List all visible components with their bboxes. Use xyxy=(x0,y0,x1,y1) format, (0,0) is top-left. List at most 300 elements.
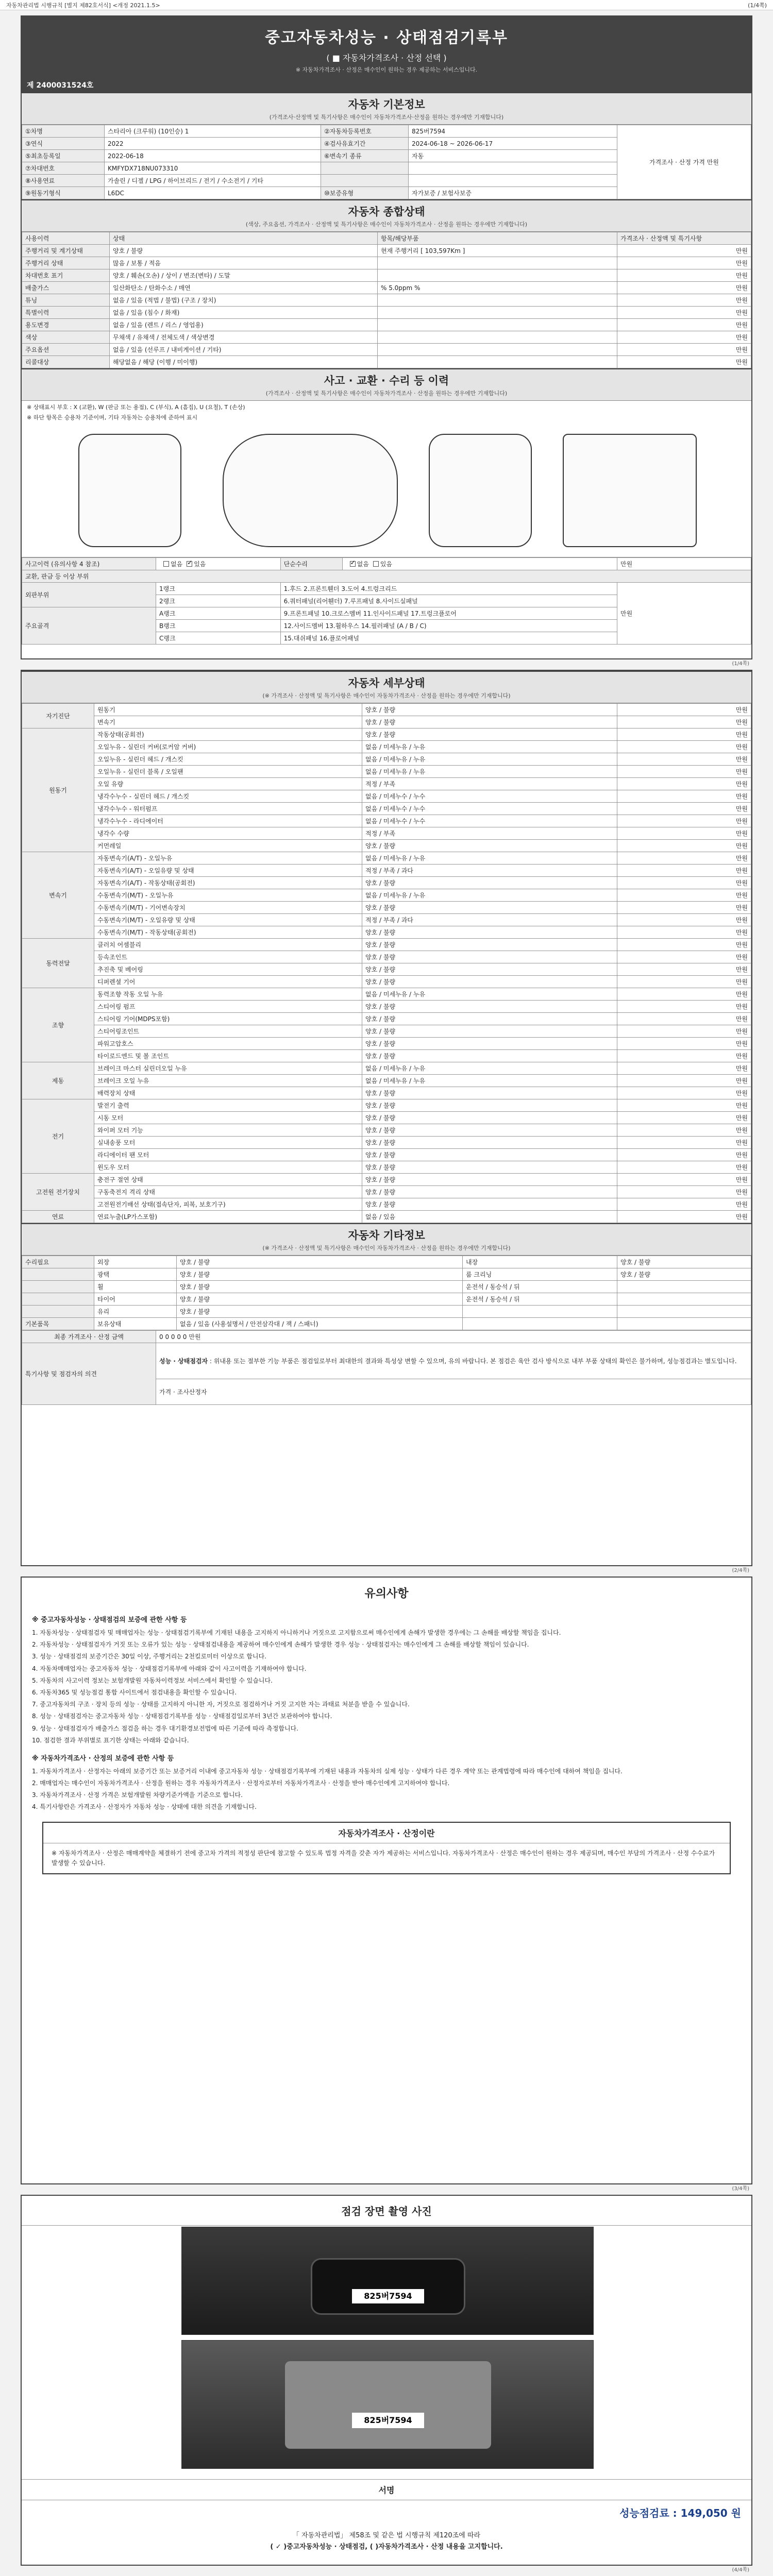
detail-item: 변속기 xyxy=(94,716,362,728)
summary-history: 리콜대상 xyxy=(22,356,110,368)
detail-price: 만원 xyxy=(617,716,751,728)
accident-legend: ※ 상태표시 부호 : X (교환), W (판금 또는 용접), C (부식), A (흠집), U (요철), T (손상) xyxy=(27,404,245,411)
special-inspector: 성능 · 상태점검자 : 위내용 또는 절부한 기능 부품은 점검일로부터 최대한의 결과와 특성상 변할 수 있으며, 유의 바랍니다. 본 점검은 육안 검사 방식으로 내부 부품 상태의 확인은 불가하며, 성능점검과는 별도입니다. xyxy=(156,1343,751,1379)
detail-item: 브레이크 오일 누유 xyxy=(94,1075,362,1087)
detail-state: 양호 / 불량 xyxy=(362,1050,617,1062)
special-appraiser: 가격 · 조사산정자 xyxy=(156,1379,751,1405)
detail-row xyxy=(22,1062,751,1075)
basic-label-2 xyxy=(321,162,409,175)
page-1 xyxy=(21,15,752,667)
notice-title: 유의사항 xyxy=(364,1587,409,1600)
detail-price: 만원 xyxy=(617,926,751,939)
summary-item: 현재 주행거리 [ 103,597Km ] xyxy=(378,245,617,257)
detail-state: 양호 / 불량 xyxy=(362,1161,617,1174)
detail-item: 구동축전지 격리 상태 xyxy=(94,1186,362,1198)
total-table xyxy=(22,1330,751,1405)
rank2-label: 2랭크 xyxy=(156,595,281,607)
detail-item: 오일누유 - 실린더 커버(로커암 커버) xyxy=(94,741,362,753)
detail-state: 없음 / 미세누유 / 누유 xyxy=(362,852,617,865)
other-item: 외장 xyxy=(94,1256,177,1268)
detail-state: 양호 / 불량 xyxy=(362,1087,617,1099)
simple-repair-value: ✓ 없음 있음 xyxy=(342,558,617,570)
page-number-1: (1/4쪽) xyxy=(732,661,749,667)
detail-item: 오일 유량 xyxy=(94,778,362,790)
basic-value-2: 자가보증 / 보험사보증 xyxy=(409,187,617,199)
detail-state: 양호 / 불량 xyxy=(362,1174,617,1186)
detail-price: 만원 xyxy=(617,1075,751,1087)
detail-state: 양호 / 불량 xyxy=(362,1137,617,1149)
other-item-2 xyxy=(463,1318,617,1330)
other-group xyxy=(22,1293,94,1306)
other-state-2: 양호 / 불량 xyxy=(617,1256,751,1268)
other-item: 유리 xyxy=(94,1306,177,1318)
detail-item: 자동변속기(A/T) - 작동상태(공회전) xyxy=(94,877,362,889)
notice-item: 1. 자동차성능 · 상태점검자 및 매매업자는 성능 · 상태점검기록부에 기재된 내용을 고지하지 아니하거나 거짓으로 고지함으로써 매수인에게 손해가 발생한 경우에는 그 손해를 배상할 책임을 집니다. xyxy=(32,1629,561,1636)
detail-state: 적정 / 부족 xyxy=(362,778,617,790)
detail-state: 없음 / 미세누수 / 누수 xyxy=(362,815,617,827)
detail-price: 만원 xyxy=(617,704,751,716)
car-frame-view xyxy=(563,434,697,547)
other-note: (※ 가격조사 · 산정액 및 특기사항은 매수인이 자동차가격조사 · 산정을 원하는 경우에만 기재합니다) xyxy=(22,1244,751,1256)
detail-row xyxy=(22,1149,751,1161)
other-item-2: 내장 xyxy=(463,1256,617,1268)
basic-label-2 xyxy=(321,175,409,187)
form-reference: 자동차관리법 시행규칙 [별지 제82호서식] <개정 2021.1.5> xyxy=(6,2,160,9)
summary-row xyxy=(22,269,751,282)
other-item: 보유상태 xyxy=(94,1318,177,1330)
detail-row xyxy=(22,803,751,815)
detail-item: 수동변속기(M/T) - 작동상태(공회전) xyxy=(94,926,362,939)
summary-state: 없음 / 있음 (침수 / 화재) xyxy=(110,307,378,319)
detail-item: 스티어링 펌프 xyxy=(94,1001,362,1013)
summary-price: 만원 xyxy=(617,331,751,344)
detail-group: 자기진단 xyxy=(22,704,94,728)
basic-value-2 xyxy=(409,162,617,175)
notice-item: 9. 성능 · 상태점검자가 배출가스 점검을 하는 경우 대기환경보전법에 따른 기준에 따라 측정합니다. xyxy=(32,1724,298,1732)
detail-item: 오일누유 - 실린더 블록 / 오일팬 xyxy=(94,766,362,778)
summary-price: 만원 xyxy=(617,282,751,294)
detail-item: 추진축 및 베어링 xyxy=(94,963,362,976)
detail-row xyxy=(22,1013,751,1025)
detail-group: 연료 xyxy=(22,1211,94,1223)
detail-state: 양호 / 불량 xyxy=(362,1186,617,1198)
basic-label-2: ④검사유효기간 xyxy=(321,138,409,150)
detail-state: 양호 / 불량 xyxy=(362,728,617,741)
inspection-fee: 성능점검료 : 149,050 원 xyxy=(619,2507,741,2519)
parts-label: 교환, 판금 등 이상 부위 xyxy=(22,570,751,583)
rank2-items: 6.쿼터패널(리어휀더) 7.루프패널 8.사이드실패널 xyxy=(280,595,617,607)
detail-item: 클러치 어셈블리 xyxy=(94,939,362,951)
other-state-2: 양호 / 불량 xyxy=(617,1268,751,1281)
detail-state: 없음 / 미세누유 / 누유 xyxy=(362,1075,617,1087)
notice-list-2 xyxy=(22,1766,751,1814)
detail-row xyxy=(22,753,751,766)
report-note: ※ 자동차가격조사 · 산정은 매수인이 원하는 경우 제공하는 서비스입니다. xyxy=(295,66,478,73)
basic-info-table xyxy=(22,125,751,199)
summary-history: 튜닝 xyxy=(22,294,110,307)
report-header xyxy=(22,16,751,78)
summary-col-history: 사용이력 xyxy=(22,232,110,245)
detail-row xyxy=(22,939,751,951)
page-number-3: (3/4쪽) xyxy=(732,2186,749,2192)
detail-note: (※ 가격조사 · 산정액 및 특기사항은 매수인이 자동차가격조사 · 산정을 원하는 경우에만 기재합니다) xyxy=(22,691,751,703)
simple-repair-label: 단순수리 xyxy=(280,558,342,570)
detail-price: 만원 xyxy=(617,741,751,753)
notice-heading-2: ※ 자동차가격조사 · 산정의 보증에 관한 사항 등 xyxy=(32,1754,174,1762)
detail-item: 스티어링 기어(MDPS포함) xyxy=(94,1013,362,1025)
frame-label: 주요골격 xyxy=(22,607,156,645)
other-item: 타이어 xyxy=(94,1293,177,1306)
detail-row xyxy=(22,840,751,852)
other-state: 양호 / 불량 xyxy=(177,1256,463,1268)
detail-item: 브레이크 마스터 실린더오일 누유 xyxy=(94,1062,362,1075)
basic-row xyxy=(22,125,751,138)
detail-state: 양호 / 불량 xyxy=(362,951,617,963)
basic-info-note: (가격조사·산정액 및 특기사항은 매수인이 자동차가격조사·산정을 원하는 경우에만 기재합니다) xyxy=(22,113,751,125)
detail-state: 양호 / 불량 xyxy=(362,716,617,728)
special-label: 특기사항 및 점검자의 의견 xyxy=(22,1343,156,1405)
detail-row xyxy=(22,716,751,728)
summary-history: 특별이력 xyxy=(22,307,110,319)
detail-item: 냉각수 수량 xyxy=(94,827,362,840)
detail-state: 양호 / 불량 xyxy=(362,840,617,852)
detail-group: 조향 xyxy=(22,988,94,1062)
summary-state: 양호 / 훼손(오손) / 상이 / 변조(변타) / 도말 xyxy=(110,269,378,282)
other-row xyxy=(22,1318,751,1330)
report-title: 중고자동차성능 · 상태점검기록부 xyxy=(264,29,508,47)
car-diagram xyxy=(22,423,751,557)
detail-group: 원동기 xyxy=(22,728,94,852)
summary-row xyxy=(22,356,751,368)
detail-item: 배력장치 상태 xyxy=(94,1087,362,1099)
detail-state: 양호 / 불량 xyxy=(362,1025,617,1038)
detail-state: 없음 / 미세누유 / 누유 xyxy=(362,766,617,778)
basic-label: ⑧사용연료 xyxy=(22,175,105,187)
detail-group: 변속기 xyxy=(22,852,94,939)
summary-price: 만원 xyxy=(617,269,751,282)
summary-price: 만원 xyxy=(617,307,751,319)
summary-row xyxy=(22,245,751,257)
accident-legend-2: ※ 하단 항목은 승용차 기준이며, 기타 자동차는 승용차에 준하여 표시 xyxy=(27,414,198,421)
front-plate: 825버7594 xyxy=(352,2289,424,2303)
other-state-2 xyxy=(617,1293,751,1306)
detail-price: 만원 xyxy=(617,1198,751,1211)
detail-state: 양호 / 불량 xyxy=(362,1149,617,1161)
page-number-2: (2/4쪽) xyxy=(732,1568,749,1573)
parts-price: 만원 xyxy=(617,583,751,645)
rank1-items: 1.후드 2.프론트휀더 3.도어 4.트렁크리드 xyxy=(280,583,617,595)
other-group xyxy=(22,1281,94,1293)
detail-row xyxy=(22,1112,751,1124)
detail-price: 만원 xyxy=(617,840,751,852)
detail-row xyxy=(22,902,751,914)
notice-item: 8. 성능 · 상태점검자는 중고자동차 성능 · 상태점검기록부를 성능 · 상태점검일로부터 3년간 보관하여야 합니다. xyxy=(32,1713,332,1720)
footer-line-2: ( ✓ )중고자동차성능 · 상태점검, ( )자동차가격조사 · 산정 내용을 고지합니다. xyxy=(270,2543,503,2551)
detail-row xyxy=(22,778,751,790)
notice-item: 7. 중고자동차의 구조 · 장치 등의 성능 · 상태를 고지하지 아니한 자, 거짓으로 점검하거나 거짓 고지한 자는 과태료 처분을 받을 수 있습니다. xyxy=(32,1701,410,1708)
detail-row xyxy=(22,1075,751,1087)
summary-history: 주요옵션 xyxy=(22,344,110,356)
detail-item: 냉각수누수 - 워터펌프 xyxy=(94,803,362,815)
detail-price: 만원 xyxy=(617,1099,751,1112)
notice-item: 5. 자동차의 사고이력 정보는 보험개발원 자동차이력정보 서비스에서 확인할 수 있습니다. xyxy=(32,1676,273,1684)
detail-row xyxy=(22,1161,751,1174)
basic-label: ⑤최초등록일 xyxy=(22,150,105,162)
detail-state: 양호 / 불량 xyxy=(362,1112,617,1124)
detail-price: 만원 xyxy=(617,1025,751,1038)
car-rear-view xyxy=(429,434,532,547)
detail-item: 수동변속기(M/T) - 오일유량 및 상태 xyxy=(94,914,362,926)
basic-price: 가격조사 · 산정 가격 만원 xyxy=(617,125,751,199)
detail-item: 자동변속기(A/T) - 오일누유 xyxy=(94,852,362,865)
summary-price: 만원 xyxy=(617,319,751,331)
special-inspector-label: 성능 · 상태점검자 xyxy=(159,1358,208,1365)
detail-price: 만원 xyxy=(617,1062,751,1075)
basic-label: ③연식 xyxy=(22,138,105,150)
detail-price: 만원 xyxy=(617,1087,751,1099)
detail-item: 스티어링조인트 xyxy=(94,1025,362,1038)
detail-item: 냉각수누수 - 라디에이터 xyxy=(94,815,362,827)
detail-price: 만원 xyxy=(617,1174,751,1186)
detail-price: 만원 xyxy=(617,976,751,988)
detail-price: 만원 xyxy=(617,1211,751,1223)
total-label: 최종 가격조사 · 산정 금액 xyxy=(22,1331,156,1343)
basic-label: ⑦차대번호 xyxy=(22,162,105,175)
other-item: 광택 xyxy=(94,1268,177,1281)
detail-price: 만원 xyxy=(617,1124,751,1137)
summary-col-state: 상태 xyxy=(110,232,378,245)
basic-value: 2022-06-18 xyxy=(105,150,321,162)
detail-row xyxy=(22,889,751,902)
special-inspector-text: 위내용 또는 절부한 기능 부품은 점검일로부터 최대한의 결과와 특성상 변할 수 있으며, 유의 바랍니다. 본 점검은 육안 검사 방식으로 내부 부품 상태의 확인은 불가하며, 성능점검과는 별도입니다. xyxy=(213,1358,737,1365)
basic-value: 2022 xyxy=(105,138,321,150)
rankB-label: B랭크 xyxy=(156,620,281,632)
detail-group: 동력전달 xyxy=(22,939,94,988)
other-group xyxy=(22,1268,94,1281)
detail-item: 수동변속기(M/T) - 오일누유 xyxy=(94,889,362,902)
detail-row xyxy=(22,1174,751,1186)
detail-price: 만원 xyxy=(617,1149,751,1161)
rankB-items: 12.사이드멤버 13.휠하우스 14.필러패널 (A / B / C) xyxy=(280,620,617,632)
front-grille xyxy=(311,2258,465,2315)
detail-price: 만원 xyxy=(617,852,751,865)
accident-price: 만원 xyxy=(617,558,751,570)
detail-item: 연료누출(LP가스포함) xyxy=(94,1211,362,1223)
detail-item: 동력조향 작동 오일 누유 xyxy=(94,988,362,1001)
detail-item: 수동변속기(M/T) - 기어변속장치 xyxy=(94,902,362,914)
detail-price: 만원 xyxy=(617,1038,751,1050)
notice-box-title: 자동차가격조사 · 산정이란 xyxy=(43,1823,730,1843)
detail-row xyxy=(22,790,751,803)
summary-history: 주행거리 상태 xyxy=(22,257,110,269)
outer-panel-label: 외판부위 xyxy=(22,583,156,607)
summary-item xyxy=(378,331,617,344)
rankA-label: A랭크 xyxy=(156,607,281,620)
accident-table xyxy=(22,557,751,645)
summary-row xyxy=(22,331,751,344)
notice-heading-1: ※ 중고자동차성능 · 상태점검의 보증에 관한 사항 등 xyxy=(32,1616,187,1624)
detail-price: 만원 xyxy=(617,1112,751,1124)
other-state: 없음 / 있음 (사용설명서 / 안전삼각대 / 잭 / 스패너) xyxy=(177,1318,463,1330)
rankA-items: 9.프론트패널 10.크로스멤버 11.인사이드패널 17.트렁크플로어 xyxy=(280,607,617,620)
basic-value: L6DC xyxy=(105,187,321,199)
page-2 xyxy=(21,670,752,1573)
detail-state: 없음 / 있음 xyxy=(362,1211,617,1223)
total-value: 0 0 0 0 0 만원 xyxy=(156,1331,751,1343)
other-state-2 xyxy=(617,1306,751,1318)
summary-col-item: 항목/해당부품 xyxy=(378,232,617,245)
accident-note: (가격조사 · 산정액 및 특기사항은 매수인이 자동차가격조사 · 산정을 원하는 경우에만 기재합니다) xyxy=(22,389,751,401)
detail-row xyxy=(22,827,751,840)
summary-row xyxy=(22,319,751,331)
detail-price: 만원 xyxy=(617,951,751,963)
detail-row xyxy=(22,951,751,963)
basic-label-2: ②자동차등록번호 xyxy=(321,125,409,138)
detail-title: 자동차 세부상태 xyxy=(22,671,751,691)
summary-title: 자동차 종합상태 xyxy=(22,199,751,220)
detail-state: 양호 / 불량 xyxy=(362,1001,617,1013)
detail-row xyxy=(22,865,751,877)
notice-item: 3. 자동차가격조사 · 산정 가격은 보험개발원 차량기준가액을 기준으로 합니다. xyxy=(32,1791,243,1799)
car-side-view xyxy=(223,434,398,547)
other-group xyxy=(22,1306,94,1318)
detail-row xyxy=(22,704,751,716)
detail-row xyxy=(22,852,751,865)
summary-note: (색상, 주요옵션, 가격조사 · 산정액 및 특기사항은 매수인이 자동차가격조사 · 산정을 원하는 경우에만 기재합니다) xyxy=(22,220,751,232)
detail-state: 양호 / 불량 xyxy=(362,1038,617,1050)
summary-item xyxy=(378,257,617,269)
notice-item: 10. 점검한 결과 부위별로 표기한 상태는 아래와 같습니다. xyxy=(32,1736,189,1744)
detail-row xyxy=(22,766,751,778)
detail-price: 만원 xyxy=(617,963,751,976)
summary-history: 주행거리 및 계기상태 xyxy=(22,245,110,257)
other-title: 자동차 기타정보 xyxy=(22,1223,751,1244)
summary-history: 용도변경 xyxy=(22,319,110,331)
detail-row xyxy=(22,1025,751,1038)
other-state-2 xyxy=(617,1281,751,1293)
notice-item: 6. 자동차365 및 성능점검 통합 사이트에서 점검내용을 확인할 수 있습니다. xyxy=(32,1688,237,1696)
detail-price: 만원 xyxy=(617,1186,751,1198)
summary-row xyxy=(22,294,751,307)
top-bar xyxy=(0,0,773,10)
summary-row xyxy=(22,257,751,269)
detail-row xyxy=(22,926,751,939)
other-state: 양호 / 불량 xyxy=(177,1306,463,1318)
detail-price: 만원 xyxy=(617,1050,751,1062)
summary-price: 만원 xyxy=(617,294,751,307)
detail-row xyxy=(22,1038,751,1050)
detail-item: 원동기 xyxy=(94,704,362,716)
detail-price: 만원 xyxy=(617,1161,751,1174)
notice-item: 2. 자동차성능 · 상태점검자가 거짓 또는 오류가 있는 성능 · 상태점검내용을 제공하여 매수인에게 손해가 발생한 경우 성능 · 상태점검자는 매수인에게 그 손해를 배상할 책임이 있습니다. xyxy=(32,1641,529,1649)
detail-state: 양호 / 불량 xyxy=(362,1198,617,1211)
notice-item: 4. 자동차매매업자는 중고자동차 성능 · 상태점검기록부에 아래와 같이 사고이력을 기재하여야 합니다. xyxy=(32,1665,307,1672)
summary-item: % 5.0ppm % xyxy=(378,282,617,294)
detail-state: 적정 / 부족 / 과다 xyxy=(362,914,617,926)
detail-state: 적정 / 부족 / 과다 xyxy=(362,865,617,877)
other-item-2 xyxy=(463,1306,617,1318)
front-photo xyxy=(181,2227,594,2335)
detail-state: 없음 / 미세누유 / 누유 xyxy=(362,889,617,902)
detail-state: 양호 / 불량 xyxy=(362,976,617,988)
summary-row xyxy=(22,282,751,294)
summary-price: 만원 xyxy=(617,344,751,356)
other-state: 양호 / 불량 xyxy=(177,1293,463,1306)
notice-box-text: ※ 자동차가격조사 · 산정은 매매계약을 체결하기 전에 중고차 가격의 적정성 판단에 참고할 수 있도록 법정 자격을 갖춘 자가 제공하는 서비스입니다. 자동차가격조사 · 산정은 매수인이 원하는 경우 제공되며, 매수인 부담의 가격조사 · 산정 수수료가 발생할 수 있습니다. xyxy=(52,1849,715,1867)
summary-history: 색상 xyxy=(22,331,110,344)
accident-history-value: 없음✓ 있음 xyxy=(156,558,281,570)
detail-row xyxy=(22,1211,751,1223)
detail-row xyxy=(22,1137,751,1149)
detail-row xyxy=(22,728,751,741)
notice-item: 4. 특기사항란은 가격조사 · 산정자가 자동차 성능 · 상태에 대한 의견을 기재합니다. xyxy=(32,1803,257,1811)
other-row xyxy=(22,1281,751,1293)
basic-label-2: ⑩보증유형 xyxy=(321,187,409,199)
notice-list-1 xyxy=(22,1627,751,1747)
detail-item: 타이로드엔드 및 볼 조인트 xyxy=(94,1050,362,1062)
rear-photo xyxy=(181,2340,594,2469)
notice-item: 1. 자동차가격조사 · 산정자는 아래의 보증기간 또는 보증거리 이내에 중고자동차 성능 · 상태점검기록부에 기재된 내용과 자동차의 실제 성능 · 상태가 다른 경우 계약 또는 관계법령에 따라 매수인에 대하여 책임을 집니다. xyxy=(32,1767,623,1775)
detail-state: 없음 / 미세누유 / 누유 xyxy=(362,988,617,1001)
detail-item: 와이퍼 모터 기능 xyxy=(94,1124,362,1137)
other-table xyxy=(22,1256,751,1330)
summary-state: 없음 / 있음 (선루프 / 내비게이션 / 기타) xyxy=(110,344,378,356)
basic-value-2: 자동 xyxy=(409,150,617,162)
detail-row xyxy=(22,1124,751,1137)
page-3 xyxy=(21,1577,752,2192)
summary-row xyxy=(22,344,751,356)
detail-price: 만원 xyxy=(617,877,751,889)
other-state: 양호 / 불량 xyxy=(177,1281,463,1293)
summary-state: 무채색 / 유채색 / 전체도색 / 색상변경 xyxy=(110,331,378,344)
detail-row xyxy=(22,741,751,753)
other-row xyxy=(22,1293,751,1306)
page-4 xyxy=(21,2195,752,2573)
rear-bumper xyxy=(285,2361,491,2449)
accident-history-label: 사고이력 (유의사항 4 참조) xyxy=(22,558,156,570)
detail-item: 자동변속기(A/T) - 오일유량 및 상태 xyxy=(94,865,362,877)
basic-value: 스타리아 (크루워) (10인승) 1 xyxy=(105,125,321,138)
other-item-2: 운전석 / 동승석 / 뒤 xyxy=(463,1281,617,1293)
detail-group: 고전원 전기장치 xyxy=(22,1174,94,1211)
detail-state: 양호 / 불량 xyxy=(362,963,617,976)
detail-item: 충전구 절연 상태 xyxy=(94,1174,362,1186)
detail-price: 만원 xyxy=(617,939,751,951)
detail-price: 만원 xyxy=(617,790,751,803)
accident-title: 사고 · 교환 · 수리 등 이력 xyxy=(22,368,751,389)
detail-price: 만원 xyxy=(617,914,751,926)
notice-item: 3. 성능 · 상태점검의 보증기간은 30일 이상, 주행거리는 2천킬로미터 이상으로 합니다. xyxy=(32,1653,266,1660)
detail-state: 양호 / 불량 xyxy=(362,1099,617,1112)
detail-item: 오일누유 - 실린더 헤드 / 개스킷 xyxy=(94,753,362,766)
detail-row xyxy=(22,976,751,988)
detail-state: 적정 / 부족 xyxy=(362,827,617,840)
basic-value-2 xyxy=(409,175,617,187)
rankC-label: C랭크 xyxy=(156,632,281,645)
other-group: 기본품목 xyxy=(22,1318,94,1330)
detail-state: 양호 / 불량 xyxy=(362,877,617,889)
detail-state: 없음 / 미세누유 / 누유 xyxy=(362,1062,617,1075)
detail-price: 만원 xyxy=(617,815,751,827)
other-row xyxy=(22,1306,751,1318)
basic-value-2: 825버7594 xyxy=(409,125,617,138)
detail-row xyxy=(22,988,751,1001)
page-number-4: (4/4쪽) xyxy=(732,2567,749,2573)
report-subtitle: ( ■ 자동차가격조사 · 산정 선택 ) xyxy=(326,53,447,63)
rankC-items: 15.대쉬패널 16.플로어패널 xyxy=(280,632,617,645)
detail-item: 커먼레일 xyxy=(94,840,362,852)
page-indicator: (1/4쪽) xyxy=(748,2,767,9)
